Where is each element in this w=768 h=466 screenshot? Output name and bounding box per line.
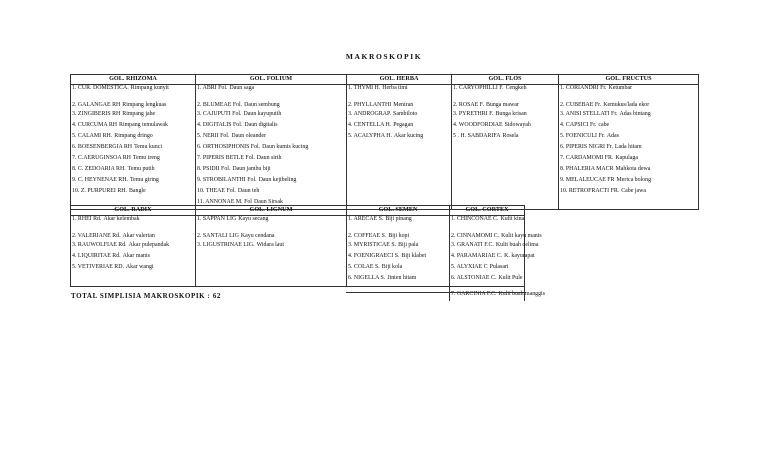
simplisia-cell bbox=[71, 216, 196, 233]
local-name: Daun kumis kucing bbox=[262, 143, 309, 150]
group-header: GOL. HERBA bbox=[347, 75, 452, 85]
simplisia-cell bbox=[196, 216, 347, 233]
latin-name: 4. CAPSICI Fr. bbox=[560, 121, 597, 128]
empty-cell bbox=[347, 287, 450, 301]
simplisia-cell bbox=[71, 233, 196, 242]
simplisia-cell bbox=[196, 85, 347, 102]
simplisia-cell bbox=[347, 102, 452, 111]
simplisia-cell bbox=[452, 111, 559, 122]
latin-name: 7. PIPERIS BETLE Fol. bbox=[197, 154, 255, 161]
local-name: Kulit buah delima bbox=[495, 241, 539, 248]
simplisia-cell bbox=[71, 188, 196, 199]
table-row bbox=[71, 166, 699, 177]
local-name: Daun kejibeling bbox=[258, 176, 297, 183]
local-name: Sambiloto bbox=[393, 110, 418, 117]
latin-name: 8. PHALERIA MACR bbox=[560, 165, 614, 172]
local-name bbox=[454, 155, 557, 161]
local-name bbox=[454, 144, 557, 150]
simplisia-cell bbox=[559, 144, 699, 155]
table-row bbox=[71, 188, 699, 199]
latin-name: 3. GRANATI F.C. bbox=[451, 241, 494, 248]
latin-name: 6. PIPERIS NIGRI Fr. bbox=[560, 143, 613, 150]
latin-name: 1. CARYOPHILLI F. bbox=[453, 85, 504, 91]
latin-name: 6. BOESENBERGIA RH bbox=[72, 143, 133, 150]
simplisia-cell bbox=[347, 155, 452, 166]
simplisia-cell bbox=[559, 199, 699, 210]
latin-name: 11. ANNONAE M. Fol bbox=[197, 198, 252, 205]
latin-name: 3. ZINGIBERIS RH bbox=[72, 110, 121, 117]
table-row bbox=[71, 275, 525, 287]
table-row bbox=[71, 85, 699, 102]
local-name: Akar wangi bbox=[125, 263, 154, 270]
simplisia-cell bbox=[347, 133, 452, 144]
latin-name: 1. CHINCONAE C. bbox=[451, 216, 499, 222]
latin-name: 5. COLAE S. bbox=[348, 263, 380, 270]
local-name: Mahkota dewa bbox=[615, 165, 651, 172]
local-name: Lada hitam bbox=[614, 143, 642, 150]
latin-name: 8. C. ZEDOARIA RH. bbox=[72, 165, 126, 172]
local-name: Widara laut bbox=[256, 241, 284, 248]
local-name bbox=[454, 199, 557, 205]
local-name: Daun jambu biji bbox=[232, 165, 271, 172]
latin-name: 2. COFFEAE S. bbox=[348, 232, 387, 239]
local-name: Sidowayah bbox=[504, 121, 531, 128]
top-simplisia-table bbox=[70, 74, 699, 210]
simplisia-cell bbox=[452, 177, 559, 188]
simplisia-cell bbox=[196, 264, 347, 275]
local-name: Kulit buah manggis bbox=[498, 290, 545, 297]
local-name: Kulit Pule bbox=[498, 274, 523, 281]
latin-name: 3. CAJUPUTI Fol. bbox=[197, 110, 242, 117]
local-name bbox=[73, 275, 194, 281]
group-header: GOL. LIGNUM bbox=[196, 206, 347, 216]
simplisia-cell bbox=[347, 111, 452, 122]
latin-name: 3. RAUWOLFIAE Rd. bbox=[72, 241, 127, 248]
simplisia-cell bbox=[452, 133, 559, 144]
latin-name: 6. ORTHOSIPHONIS Fol. bbox=[197, 143, 261, 150]
latin-name: 9. MELALEUCAE FR bbox=[560, 176, 615, 183]
simplisia-cell bbox=[452, 122, 559, 133]
latin-name: 1. SAPPAN LIG bbox=[197, 216, 237, 222]
simplisia-cell bbox=[71, 111, 196, 122]
local-name bbox=[349, 166, 450, 172]
simplisia-cell bbox=[71, 264, 196, 275]
simplisia-cell bbox=[450, 264, 525, 275]
local-name: Kulit kayu manis bbox=[501, 232, 542, 239]
simplisia-cell bbox=[452, 85, 559, 102]
local-name: Akar kelembak bbox=[103, 216, 140, 222]
latin-name: 7. C.AERUGINSOA RH bbox=[72, 154, 131, 161]
latin-name: 4. FOENIGRAECI S. bbox=[348, 252, 400, 259]
simplisia-cell bbox=[71, 253, 196, 264]
table-row bbox=[71, 253, 525, 264]
simplisia-cell bbox=[452, 188, 559, 199]
latin-name: 6. ALSTONIAE C. bbox=[451, 274, 497, 281]
local-name: Kemukus/lada ekor bbox=[603, 101, 650, 108]
latin-name: 1. CORIANDRI Fr. bbox=[560, 85, 607, 91]
local-name bbox=[561, 199, 697, 205]
local-name bbox=[349, 188, 450, 194]
simplisia-cell bbox=[71, 144, 196, 155]
local-name: Temu ireng bbox=[132, 154, 160, 161]
simplisia-cell bbox=[347, 166, 452, 177]
simplisia-cell bbox=[347, 264, 450, 275]
local-name: Biji pinang bbox=[385, 216, 412, 222]
latin-name: 8. PSIDII Fol. bbox=[197, 165, 231, 172]
simplisia-cell bbox=[196, 111, 347, 122]
local-name: Daun Sirsak bbox=[253, 198, 283, 205]
local-name: Kulit kina bbox=[500, 216, 525, 222]
latin-name: 3. PYRETHRI F. bbox=[453, 110, 494, 117]
table-rule bbox=[346, 292, 450, 293]
latin-name: 4. PARAMARIAE C. bbox=[451, 252, 503, 259]
table-row bbox=[71, 264, 525, 275]
local-name bbox=[198, 275, 345, 281]
latin-name: 2. PHYLLANTHI bbox=[348, 101, 392, 108]
latin-name: 4. LIQUIRITAE Rd. bbox=[72, 252, 121, 259]
local-name: Daun teh bbox=[237, 187, 260, 194]
latin-name: 7. CARDAMOMI FR. bbox=[560, 154, 614, 161]
latin-name: 5. VETIVERIAE RD. bbox=[72, 263, 124, 270]
simplisia-cell bbox=[347, 216, 450, 233]
group-header: GOL. RHIZOMA bbox=[71, 75, 196, 85]
local-name: Daun sirih bbox=[256, 154, 282, 161]
simplisia-cell bbox=[450, 241, 539, 253]
simplisia-cell bbox=[196, 275, 347, 287]
simplisia-cell bbox=[71, 85, 196, 102]
simplisia-cell bbox=[450, 252, 535, 264]
latin-name: 4. CURCUMA RH bbox=[72, 121, 118, 128]
simplisia-cell bbox=[347, 144, 452, 155]
total-simplisia-label: TOTAL SIMPLISIA MAKROSKOPIK : 62 bbox=[71, 292, 222, 300]
simplisia-cell bbox=[347, 233, 450, 242]
latin-name: 5. CALAMI RH. bbox=[72, 132, 113, 139]
simplisia-cell bbox=[196, 166, 347, 177]
local-name: Bunga mawar bbox=[485, 101, 519, 108]
simplisia-cell bbox=[196, 122, 347, 133]
local-name: Temu putih bbox=[127, 165, 155, 172]
local-name: Pulasari bbox=[489, 263, 509, 270]
simplisia-cell bbox=[71, 122, 196, 133]
simplisia-cell bbox=[71, 166, 196, 177]
latin-name: 10. THEAE Fol. bbox=[197, 187, 236, 194]
simplisia-cell bbox=[196, 188, 347, 199]
table-row bbox=[71, 216, 525, 233]
local-name: Daun kayuputih bbox=[243, 110, 282, 117]
latin-name: 3. ANISI STELLATI Fr. bbox=[560, 110, 618, 117]
latin-name: 3. ANDROGRAP. bbox=[348, 110, 392, 117]
local-name: Meniran bbox=[393, 101, 414, 108]
simplisia-cell bbox=[196, 242, 347, 253]
local-name: Rimpang dringo bbox=[114, 132, 153, 139]
group-header: GOL. FOLIUM bbox=[196, 75, 347, 85]
simplisia-cell bbox=[559, 85, 699, 102]
local-name bbox=[73, 199, 194, 205]
local-name: Rimpang kunyit bbox=[130, 85, 169, 91]
table-row bbox=[71, 144, 699, 155]
latin-name: 5 . H. SABDARIFA bbox=[453, 132, 501, 139]
table-row bbox=[71, 102, 699, 111]
local-name bbox=[198, 264, 345, 270]
local-name: Temu giring bbox=[129, 176, 159, 183]
latin-name: 1. RHEI Rd. bbox=[72, 216, 102, 222]
local-name: Akar pulepandak bbox=[128, 241, 170, 248]
latin-name: 2. ROSAE F. bbox=[453, 101, 484, 108]
local-name: Kapulaga bbox=[615, 154, 638, 161]
document-title: MAKROSKOPIK bbox=[345, 52, 423, 61]
local-name: Rosela bbox=[502, 132, 519, 139]
simplisia-cell bbox=[450, 275, 525, 287]
simplisia-cell bbox=[559, 177, 699, 188]
table-row bbox=[71, 111, 699, 122]
simplisia-cell bbox=[559, 102, 699, 111]
simplisia-cell bbox=[196, 133, 347, 144]
local-name bbox=[454, 177, 557, 183]
group-header: GOL. FRUCTUS bbox=[559, 75, 699, 85]
local-name: Biji kopi bbox=[388, 232, 410, 239]
latin-name: 2. GALANGAE RH bbox=[72, 101, 121, 108]
latin-name: 3. MYRISTICAE S. bbox=[348, 241, 397, 248]
simplisia-cell bbox=[452, 155, 559, 166]
simplisia-cell bbox=[71, 177, 196, 188]
simplisia-cell bbox=[196, 253, 347, 264]
latin-name: 7. GARCINIA F.C. bbox=[451, 290, 497, 297]
simplisia-cell bbox=[71, 155, 196, 166]
latin-name: 5. FOENICULI Fr. bbox=[560, 132, 605, 139]
simplisia-cell bbox=[347, 242, 450, 253]
table-rule bbox=[450, 292, 526, 293]
group-header: GOL. RADIX bbox=[71, 206, 196, 216]
simplisia-cell bbox=[450, 216, 525, 233]
simplisia-cell bbox=[196, 155, 347, 166]
simplisia-cell bbox=[71, 275, 196, 287]
latin-name: 2. BLUMEAE Fol. bbox=[197, 101, 243, 108]
simplisia-cell bbox=[347, 188, 452, 199]
local-name bbox=[349, 177, 450, 183]
simplisia-cell bbox=[559, 188, 699, 199]
latin-name: 10. RETROFRACTI FR. bbox=[560, 187, 620, 194]
local-name: Akar kucing bbox=[393, 132, 424, 139]
simplisia-cell bbox=[347, 122, 452, 133]
simplisia-cell bbox=[450, 287, 545, 301]
simplisia-cell bbox=[452, 102, 559, 111]
simplisia-cell bbox=[347, 177, 452, 188]
table-row bbox=[71, 155, 699, 166]
latin-name: 5. NERII Fol. bbox=[197, 132, 230, 139]
simplisia-cell bbox=[452, 144, 559, 155]
latin-name: 5. ACALYPHA H. bbox=[348, 132, 392, 139]
latin-name: 6. NIGELLA S. bbox=[348, 274, 386, 281]
simplisia-cell bbox=[559, 155, 699, 166]
simplisia-cell bbox=[196, 144, 347, 155]
group-header: GOL. SEMEN bbox=[347, 206, 450, 216]
local-name: Cabe jawa bbox=[621, 187, 646, 194]
local-name: Bangle bbox=[129, 187, 146, 194]
simplisia-cell bbox=[347, 275, 450, 287]
latin-name: 9. C. HEYNENAE RH. bbox=[72, 176, 128, 183]
local-name bbox=[198, 253, 345, 259]
latin-name: 2. VALERIANE Rd. bbox=[72, 232, 121, 239]
bottom-simplisia-table bbox=[70, 205, 545, 301]
local-name bbox=[454, 166, 557, 172]
simplisia-cell bbox=[196, 177, 347, 188]
local-name: Akar valerian bbox=[122, 232, 155, 239]
local-name: Rimpang jahe bbox=[122, 110, 156, 117]
simplisia-cell bbox=[559, 111, 699, 122]
local-name: Adas bintang bbox=[619, 110, 651, 117]
group-header: GOL. FLOS bbox=[452, 75, 559, 85]
simplisia-cell bbox=[71, 102, 196, 111]
local-name: Cengkeh bbox=[505, 85, 527, 91]
simplisia-cell bbox=[559, 122, 699, 133]
latin-name: 5. ALYXIAE C bbox=[451, 263, 488, 270]
local-name: Pegagan bbox=[393, 121, 414, 128]
latin-name: 1. CUR. DOMESTICA. bbox=[72, 85, 129, 91]
local-name: Kayu secang bbox=[238, 216, 269, 222]
table-row bbox=[71, 122, 699, 133]
latin-name: 4. DIGITALIS Fol. bbox=[197, 121, 243, 128]
local-name bbox=[349, 144, 450, 150]
table-row bbox=[71, 242, 525, 253]
local-name: Biji kola bbox=[381, 263, 403, 270]
local-name: Rimpang temulawak bbox=[119, 121, 168, 128]
latin-name: 1. ARECAE S. bbox=[348, 216, 384, 222]
latin-name: 1. THYMI H. bbox=[348, 85, 381, 91]
latin-name: 4. WOODFORDIAE bbox=[453, 121, 503, 128]
local-name: Temu kunci bbox=[134, 143, 162, 150]
simplisia-cell bbox=[450, 232, 542, 242]
local-name: cabe bbox=[598, 121, 610, 128]
local-name: Kayu cendana bbox=[240, 232, 275, 239]
group-header: GOL. CORTEX bbox=[450, 206, 525, 216]
simplisia-cell bbox=[196, 102, 347, 111]
simplisia-cell bbox=[347, 253, 450, 264]
local-name: Daun oleander bbox=[231, 132, 266, 139]
local-name: Biji klabet bbox=[401, 252, 427, 259]
local-name bbox=[349, 199, 450, 205]
latin-name: 2. CUBEBAE Fr. bbox=[560, 101, 602, 108]
simplisia-cell bbox=[71, 242, 196, 253]
latin-name: 1. ABRI Fol. bbox=[197, 85, 228, 91]
local-name bbox=[454, 188, 557, 194]
local-name bbox=[349, 155, 450, 161]
table-row bbox=[71, 177, 699, 188]
local-name: Ketumbar bbox=[608, 85, 633, 91]
local-name: Adas bbox=[606, 132, 619, 139]
latin-name: 9. STROBILANTHI Fol. bbox=[197, 176, 257, 183]
simplisia-cell bbox=[71, 133, 196, 144]
simplisia-cell bbox=[559, 166, 699, 177]
table-row bbox=[71, 133, 699, 144]
latin-name: 2. SANTALI LIG bbox=[197, 232, 239, 239]
local-name: Rimpang lengkuas bbox=[122, 101, 167, 108]
simplisia-cell bbox=[452, 166, 559, 177]
simplisia-cell bbox=[559, 133, 699, 144]
latin-name: 4. CENTELLA H. bbox=[348, 121, 392, 128]
simplisia-cell bbox=[347, 85, 452, 102]
local-name: Merica bolong bbox=[616, 176, 652, 183]
latin-name: 10. Z. PURPUREI RH. bbox=[72, 187, 127, 194]
local-name: Akar manis bbox=[122, 252, 150, 259]
latin-name: 2. CINNAMOMI C. bbox=[451, 232, 500, 239]
table-row bbox=[71, 233, 525, 242]
local-name: Daun sembung bbox=[244, 101, 280, 108]
local-name: Herba timi bbox=[382, 85, 408, 91]
local-name: Daun digitalis bbox=[244, 121, 278, 128]
local-name: Bunga krisan bbox=[495, 110, 527, 117]
local-name: K. kayurapat bbox=[504, 252, 535, 259]
local-name: Biji pala bbox=[398, 241, 419, 248]
simplisia-cell bbox=[196, 233, 347, 242]
latin-name: 3. LIGUSTRINAE LIG. bbox=[197, 241, 255, 248]
local-name: Daun saga bbox=[229, 85, 255, 91]
local-name: Jinten hitam bbox=[387, 274, 417, 281]
